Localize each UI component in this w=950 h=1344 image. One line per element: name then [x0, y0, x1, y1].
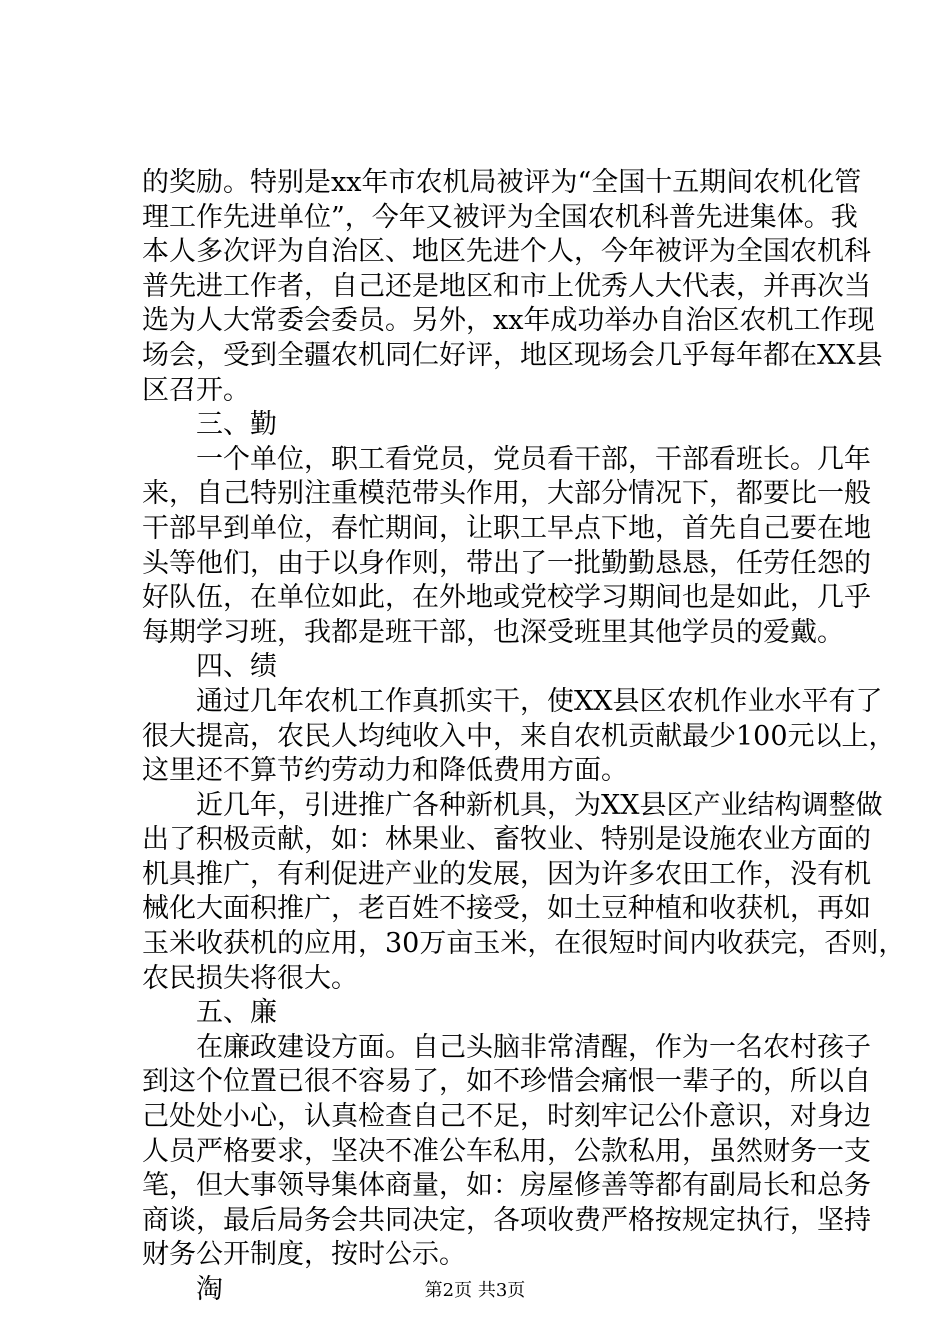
text-line: 笔，但大事领导集体商量，如：房屋修善等都有副局长和总务 [142, 1170, 871, 1202]
text-line: 商谈，最后局务会共同决定，各项收费严格按规定执行，坚持 [142, 1204, 871, 1236]
text-line: 的奖励。特别是xx年市农机局被评为“全国十五期间农机化管 [142, 167, 862, 198]
text-line: 到这个位置已很不容易了，如不珍惜会痛恨一辈子的，所以自 [142, 1066, 871, 1098]
text-line: 很大提高，农民人均纯收入中，来自农机贡献最少100元以上， [142, 720, 896, 752]
text-line: 干部早到单位，春忙期间，让职工早点下地，首先自己要在地 [142, 512, 871, 544]
text-line: 这里还不算节约劳动力和降低费用方面。 [142, 755, 628, 787]
text-line: 玉米收获机的应用，30万亩玉米，在很短时间内收获完，否则， [142, 928, 906, 960]
text-line: 本人多次评为自治区、地区先进个人，今年被评为全国农机科 [142, 236, 871, 268]
text-line: 头等他们，由于以身作则，带出了一批勤勤恳恳，任劳任怨的 [142, 547, 871, 579]
page-footer: 第2页 共3页 [424, 1280, 526, 1301]
text-line: 一个单位，职工看党员，党员看干部，干部看班长。几年 [196, 443, 871, 475]
text-line: 己处处小心，认真检查自己不足，时刻牢记公仆意识，对身边 [142, 1101, 871, 1133]
text-line: 淘 [196, 1274, 223, 1305]
text-line: 选为人大常委会委员。另外，xx年成功举办自治区农机工作现 [142, 305, 875, 337]
text-line: 理工作先进单位”，今年又被评为全国农机科普先进集体。我 [142, 201, 858, 233]
text-line: 通过几年农机工作真抓实干，使XX县区农机作业水平有了 [196, 685, 883, 717]
text-line: 好队伍，在单位如此，在外地或党校学习期间也是如此，几乎 [142, 582, 871, 614]
text-line: 场会，受到全疆农机同仁好评，地区现场会几乎每年都在XX县 [142, 339, 883, 371]
text-line: 在廉政建设方面。自己头脑非常清醒，作为一名农村孩子 [196, 1031, 871, 1063]
text-line: 三、勤 [196, 409, 277, 441]
text-line: 出了积极贡献，如：林果业、畜牧业、特别是设施农业方面的 [142, 824, 871, 856]
text-line: 农民损失将很大。 [142, 962, 358, 994]
text-line: 人员严格要求，坚决不准公车私用，公款私用，虽然财务一支 [142, 1135, 871, 1167]
text-line: 机具推广，有利促进产业的发展，因为许多农田工作，没有机 [142, 858, 871, 890]
paragraph-lines [142, 166, 906, 1308]
text-line: 普先进工作者，自己还是地区和市上优秀人大代表，并再次当 [142, 270, 871, 302]
text-line: 四、绩 [196, 651, 277, 683]
text-line: 械化大面积推广，老百姓不接受，如土豆种植和收获机，再如 [142, 893, 871, 925]
text-line: 五、廉 [196, 997, 277, 1029]
text-line: 每期学习班，我都是班干部，也深受班里其他学员的爱戴。 [142, 616, 844, 648]
text-line: 近几年，引进推广各种新机具，为XX县区产业结构调整做 [196, 789, 883, 821]
text-line: 财务公开制度，按时公示。 [142, 1239, 466, 1271]
document-body [142, 166, 906, 1308]
text-line: 区召开。 [142, 374, 250, 406]
text-line: 来，自己特别注重模范带头作用，大部分情况下，都要比一般 [142, 478, 871, 510]
